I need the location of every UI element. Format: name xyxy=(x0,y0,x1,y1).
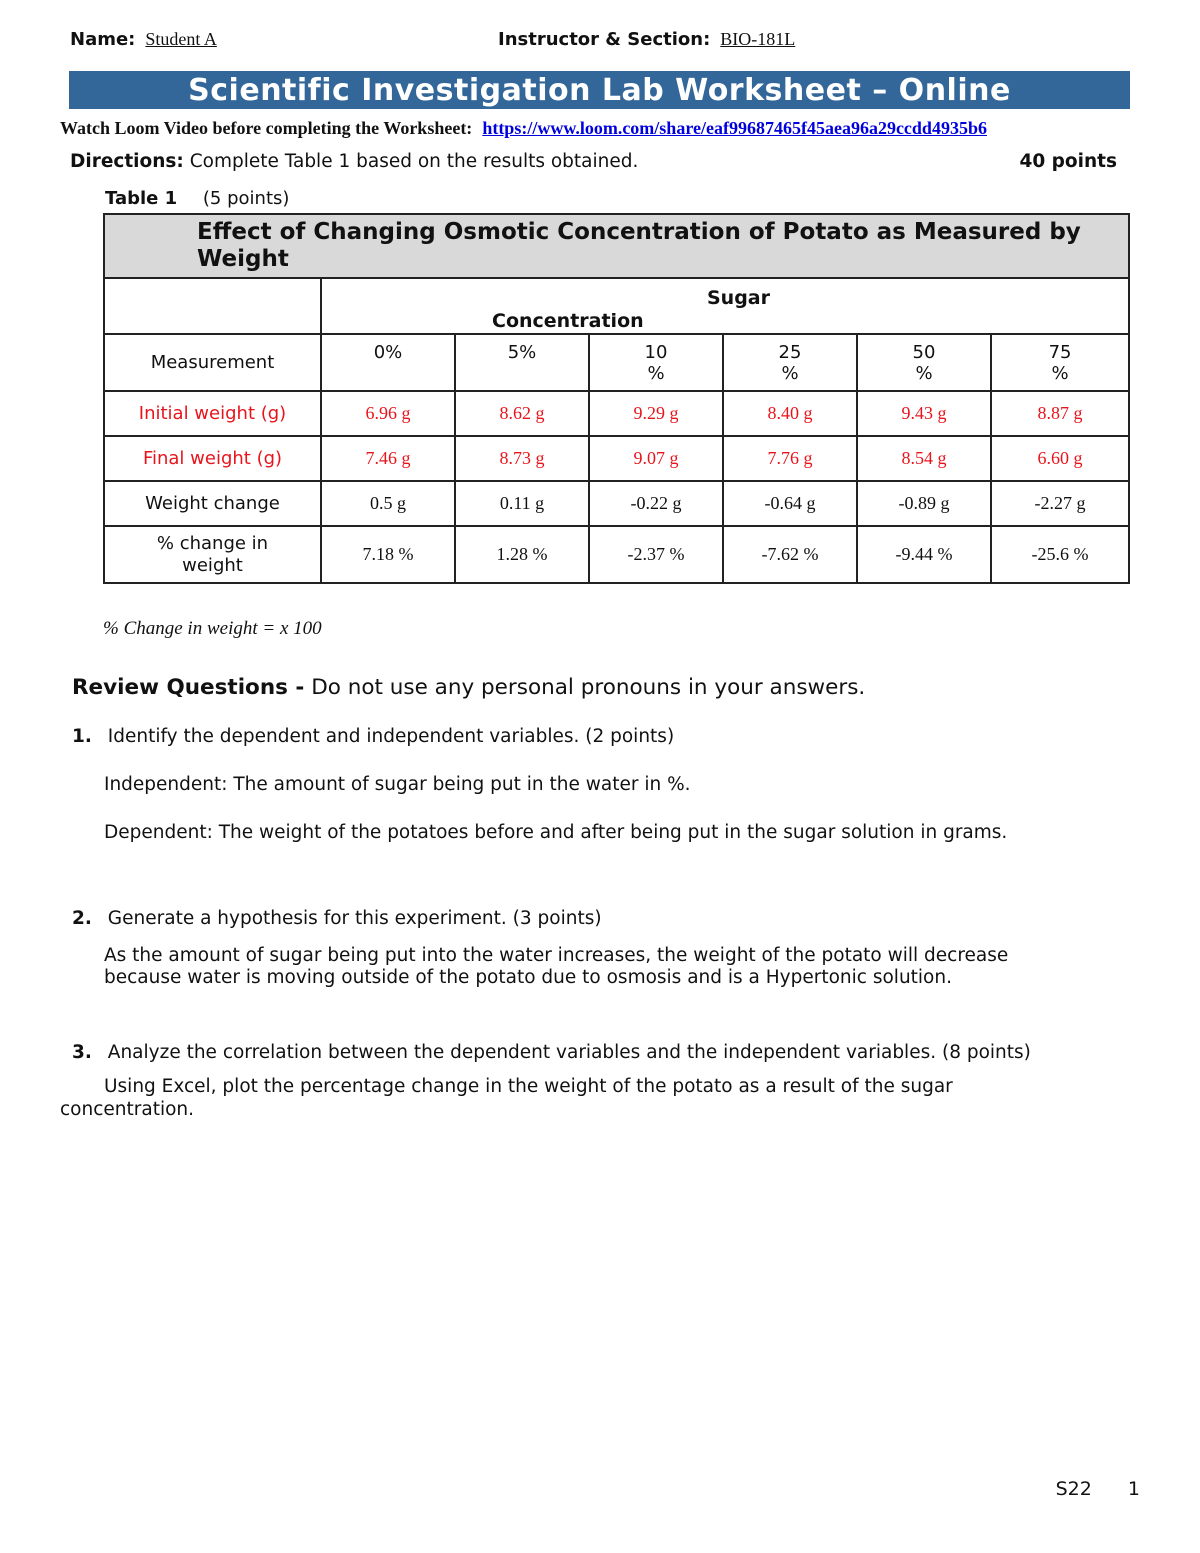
instructor-line xyxy=(498,29,795,50)
directions xyxy=(70,151,638,172)
question-2 xyxy=(72,908,602,929)
table-row xyxy=(104,526,1129,583)
row-label-initial-weight: Initial weight (g) xyxy=(104,391,321,436)
answer-analysis-line: Using Excel, plot the percentage change in the weight of the potato as a result of the sugar xyxy=(104,1076,953,1097)
table-cell: 1.28 % xyxy=(455,526,589,583)
row-label-percent-change: % change in weight xyxy=(104,526,321,583)
table-cell: -0.22 g xyxy=(589,481,723,526)
table-cell: 8.54 g xyxy=(857,436,991,481)
table-cell: 7.46 g xyxy=(321,436,455,481)
review-questions-heading xyxy=(72,675,865,700)
answer-independent: Independent: The amount of sugar being put in the water in %. xyxy=(104,774,691,795)
table-cell: -9.44 % xyxy=(857,526,991,583)
row-label-weight-change: Weight change xyxy=(104,481,321,526)
table-row xyxy=(104,481,1129,526)
table-cell: 0.5 g xyxy=(321,481,455,526)
footer-code: S22 xyxy=(1055,1478,1092,1500)
table-cell: -0.64 g xyxy=(723,481,857,526)
table-caption-label: Table 1 xyxy=(105,188,178,209)
conc-header-cell: 5% xyxy=(455,334,589,391)
question-3 xyxy=(72,1042,1031,1063)
table-cell: 9.43 g xyxy=(857,391,991,436)
review-instruction: Do not use any personal pronouns in your answers. xyxy=(311,675,866,700)
row-label-final-weight: Final weight (g) xyxy=(104,436,321,481)
conc-header-cell: 50 % xyxy=(857,334,991,391)
table-caption-points: (5 points) xyxy=(202,188,290,209)
table-title: Effect of Changing Osmotic Concentration of Potato as Measured by Weight xyxy=(104,214,1129,278)
measurement-label: Measurement xyxy=(104,334,321,391)
concentration-label: Concentration xyxy=(492,310,644,332)
table-cell: -7.62 % xyxy=(723,526,857,583)
question-number: 1. xyxy=(72,726,92,747)
watch-video-line xyxy=(60,118,987,139)
table-cell: 7.18 % xyxy=(321,526,455,583)
results-table xyxy=(103,213,1130,584)
table-cell: 8.40 g xyxy=(723,391,857,436)
question-text: Identify the dependent and independent variables. (2 points) xyxy=(107,726,675,747)
concentration-header xyxy=(321,278,1129,334)
table-cell: 9.29 g xyxy=(589,391,723,436)
directions-text: Complete Table 1 based on the results obtained. xyxy=(189,151,639,172)
table-cell: -2.37 % xyxy=(589,526,723,583)
table-cell: 7.76 g xyxy=(723,436,857,481)
question-number: 2. xyxy=(72,908,92,929)
conc-header-cell: 10 % xyxy=(589,334,723,391)
answer-analysis-line: concentration. xyxy=(60,1099,195,1120)
instructor-value: BIO-181L xyxy=(720,29,796,49)
table-cell: 8.62 g xyxy=(455,391,589,436)
directions-label: Directions: xyxy=(70,151,184,172)
review-label: Review Questions - xyxy=(72,675,305,700)
loom-video-link[interactable]: https://www.loom.com/share/eaf99687465f45aea96a29ccdd4935b6 xyxy=(482,118,987,138)
name-line xyxy=(70,29,217,50)
instructor-label: Instructor & Section: xyxy=(498,29,711,50)
worksheet-title-text: Scientific Investigation Lab Worksheet – Online xyxy=(188,72,1011,108)
answer-hypothesis-line: because water is moving outside of the potato due to osmosis and is a Hypertonic solution. xyxy=(104,967,952,988)
question-text: Analyze the correlation between the dependent variables and the independent variables. (8 points) xyxy=(107,1042,1031,1063)
page-number: 1 xyxy=(1127,1478,1140,1500)
table-caption xyxy=(105,188,289,209)
watch-video-label: Watch Loom Video before completing the Worksheet: xyxy=(60,118,473,138)
table-cell: 8.87 g xyxy=(991,391,1129,436)
table-cell: 9.07 g xyxy=(589,436,723,481)
table-cell: -0.89 g xyxy=(857,481,991,526)
answer-dependent: Dependent: The weight of the potatoes before and after being put in the sugar solution in grams. xyxy=(104,822,1008,843)
page-footer xyxy=(1056,1478,1140,1500)
table-cell: 0.11 g xyxy=(455,481,589,526)
percent-change-formula: % Change in weight = x 100 xyxy=(103,618,322,639)
table-cell: 6.60 g xyxy=(991,436,1129,481)
table-row xyxy=(104,436,1129,481)
sugar-label: Sugar xyxy=(707,287,771,309)
table-cell: 6.96 g xyxy=(321,391,455,436)
table-cell: -2.27 g xyxy=(991,481,1129,526)
conc-header-cell: 75 % xyxy=(991,334,1129,391)
question-1 xyxy=(72,726,674,747)
table-cell: 8.73 g xyxy=(455,436,589,481)
name-label: Name: xyxy=(70,29,136,50)
name-value: Student A xyxy=(145,29,217,49)
conc-header-cell: 25 % xyxy=(723,334,857,391)
table-cell: -25.6 % xyxy=(991,526,1129,583)
table-row xyxy=(104,391,1129,436)
question-text: Generate a hypothesis for this experiment. (3 points) xyxy=(107,908,602,929)
worksheet-title xyxy=(69,71,1130,109)
total-points: 40 points xyxy=(1019,151,1117,172)
question-number: 3. xyxy=(72,1042,92,1063)
empty-header-cell xyxy=(104,278,321,334)
conc-header-cell: 0% xyxy=(321,334,455,391)
answer-hypothesis-line: As the amount of sugar being put into the water increases, the weight of the potato will decrease xyxy=(104,945,1009,966)
